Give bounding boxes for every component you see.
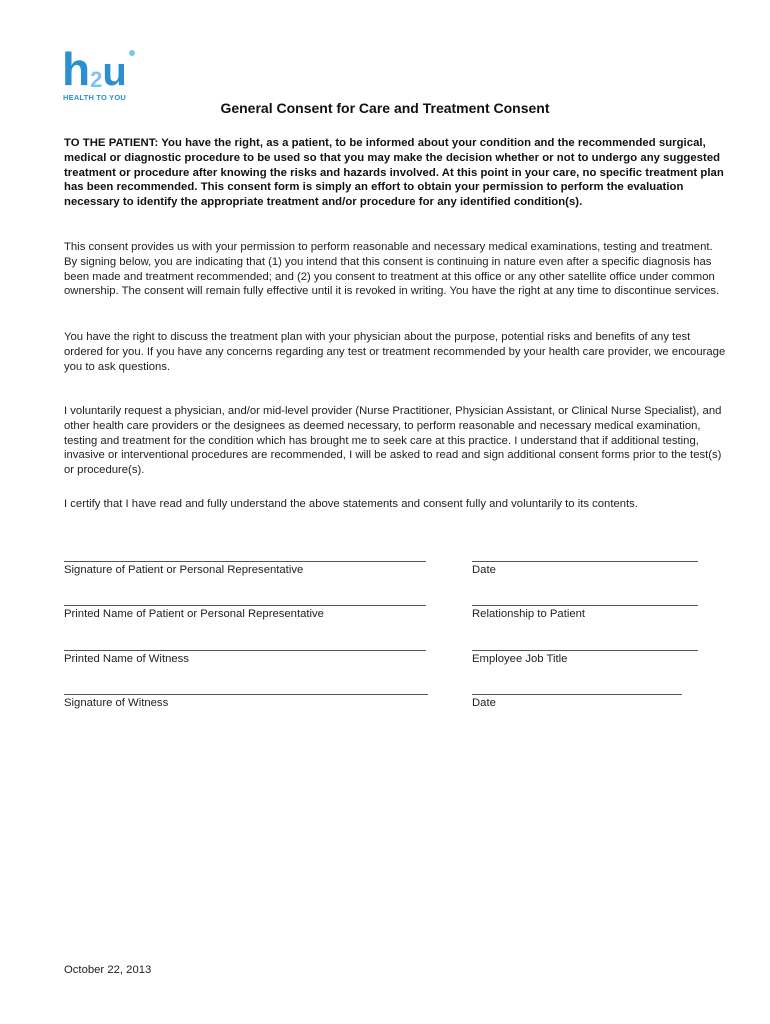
printed-name-witness-line[interactable] [64, 650, 426, 651]
patient-signature-line[interactable] [64, 561, 426, 562]
document-title: General Consent for Care and Treatment Consent [220, 100, 550, 116]
employee-job-title-line[interactable] [472, 650, 698, 651]
printed-name-patient-label: Printed Name of Patient or Personal Representative [64, 608, 324, 620]
patient-rights-intro: TO THE PATIENT: You have the right, as a patient, to be informed about your condition and the recommended surgical, medical or diagnostic procedure to be used so that you may make the decision whether or not to undergo any suggested treatment or procedure after knowing the risks and hazards involved. At this point in your care, no specific treatment plan has been recommended. This consent form is simply an effort to obtain your permission to perform the evaluation necessary to identify the appropriate treatment and/or procedure for any identified condition(s). [64, 137, 724, 209]
date-label-2: Date [472, 697, 496, 709]
revision-date: October 22, 2013 [64, 964, 152, 976]
logo-wordmark: h2u [62, 43, 126, 95]
witness-signature-line[interactable] [64, 694, 428, 695]
logo-tagline: HEALTH TO YOU [63, 93, 127, 102]
certification-statement: I certify that I have read and fully understand the above statements and consent fully and voluntarily to its contents. [64, 498, 638, 510]
printed-name-witness-label: Printed Name of Witness [64, 653, 189, 665]
date-line-1[interactable] [472, 561, 698, 562]
logo-dot-icon [129, 50, 135, 56]
consent-paragraph-1: This consent provides us with your permission to perform reasonable and necessary medical examinations, testing and treatment. By signing below, you are indicating that (1) you intend that this consent is continuing in nature even after a specific diagnosis has been made and treatment recommended; and (2) you consent to treatment at this office or any other satellite office under common ownership. The consent will remain fully effective until it is revoked in writing. You have the right at any time to discontinue services. [64, 241, 720, 298]
employee-job-title-label: Employee Job Title [472, 653, 568, 665]
patient-signature-label: Signature of Patient or Personal Representative [64, 564, 304, 576]
relationship-label: Relationship to Patient [472, 608, 586, 620]
date-line-2[interactable] [472, 694, 682, 695]
consent-paragraph-3: I voluntarily request a physician, and/or mid-level provider (Nurse Practitioner, Physician Assistant, or Clinical Nurse Specialist), and other health care providers or the designees as deemed necessary, to perform reasonable and necessary medical examination, testing and treatment for the condition which has brought me to seek care at this practice. I understand that if additional testing, invasive or interventional procedures are recommended, I will be asked to read and sign additional consent forms prior to the test(s) or procedure(s). [64, 405, 722, 477]
witness-signature-label: Signature of Witness [64, 697, 169, 709]
h2u-logo [62, 43, 142, 102]
date-label-1: Date [472, 564, 496, 576]
relationship-line[interactable] [472, 605, 698, 606]
consent-paragraph-2: You have the right to discuss the treatment plan with your physician about the purpose, potential risks and benefits of any test ordered for you. If you have any concerns regarding any test or treatment recommended by your health care provider, we encourage you to ask questions. [64, 331, 726, 373]
printed-name-patient-line[interactable] [64, 605, 426, 606]
